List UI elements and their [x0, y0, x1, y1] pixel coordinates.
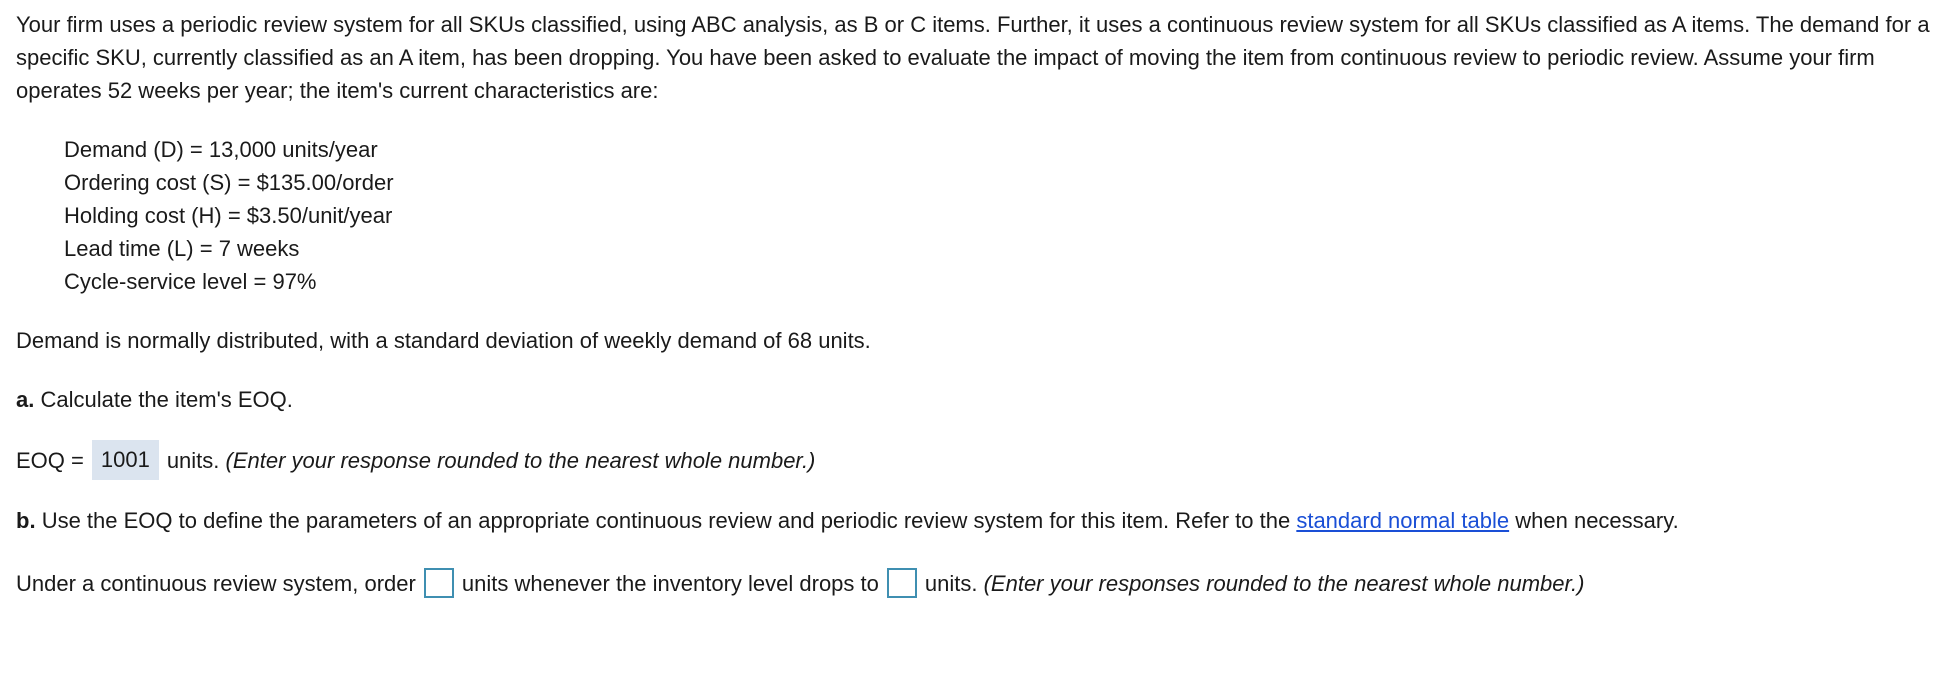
continuous-text-2: units whenever the inventory level drops to [461, 570, 879, 596]
part-a-text: Calculate the item's EOQ. [40, 387, 293, 412]
problem-intro: Your firm uses a periodic review system for all SKUs classified, using ABC analysis, as B or C items. Further, it uses a continuous review system for all SKUs classified as A items. The demand for a specific SKU, currently classified as an A item, has been dropping. You have been asked to evaluate the impact of moving the item from continuous review to periodic review. Assume your firm operates 52 weeks per year; the item's current characteristics are: [16, 12, 1930, 103]
std-dev-statement: Demand is normally distributed, with a standard deviation of weekly demand of 68 units. [16, 328, 871, 353]
item-parameters [64, 133, 1946, 298]
eoq-hint: (Enter your response rounded to the nearest whole number.) [225, 447, 816, 473]
eoq-label: EOQ = [16, 447, 84, 473]
question-page [16, 8, 1946, 603]
part-b-text-end: when necessary. [1515, 508, 1679, 533]
param-holding-cost: Holding cost (H) = $3.50/unit/year [64, 203, 393, 228]
part-a-question [16, 383, 1946, 416]
continuous-review-row [16, 563, 1946, 603]
param-lead-time: Lead time (L) = 7 weeks [64, 236, 300, 261]
eoq-answer-row [16, 440, 1946, 480]
continuous-text-1: Under a continuous review system, order [16, 570, 416, 596]
continuous-hint: (Enter your responses rounded to the nearest whole number.) [983, 570, 1585, 596]
eoq-answer-field[interactable]: 1001 [92, 440, 159, 480]
reorder-point-input[interactable] [887, 568, 917, 598]
standard-normal-table-link[interactable]: standard normal table [1296, 508, 1510, 533]
part-b-label: b. [16, 508, 36, 533]
eoq-units: units. [166, 447, 220, 473]
part-b-question [16, 504, 1946, 537]
param-ordering-cost: Ordering cost (S) = $135.00/order [64, 170, 394, 195]
part-b-text: Use the EOQ to define the parameters of an appropriate continuous review and periodic review system for this item. Refer to the [41, 508, 1291, 533]
part-a-label: a. [16, 387, 35, 412]
continuous-text-3: units. [924, 570, 978, 596]
param-demand: Demand (D) = 13,000 units/year [64, 137, 378, 162]
order-quantity-input[interactable] [424, 568, 454, 598]
param-cycle-service-level: Cycle-service level = 97% [64, 269, 317, 294]
